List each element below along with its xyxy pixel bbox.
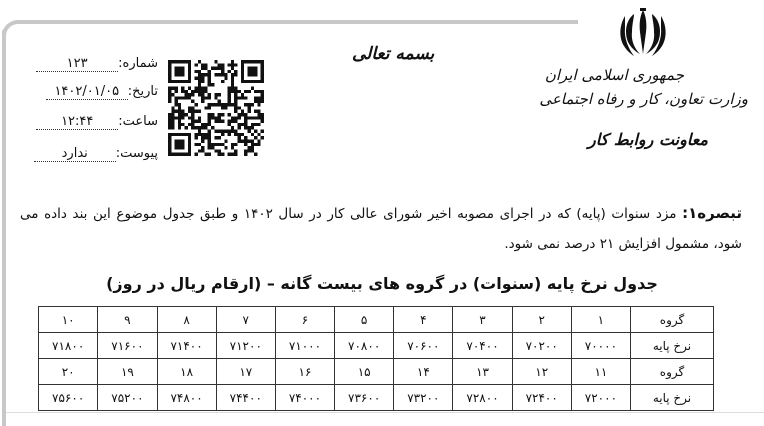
note-label: تبصره۱: <box>682 204 742 222</box>
rate-cell: ۷۲۴۰۰ <box>512 385 571 411</box>
group-header-cell: گروه <box>631 359 714 385</box>
rate-cell: ۷۵۲۰۰ <box>98 385 157 411</box>
note-paragraph <box>20 198 742 259</box>
meta-date-label: تاریخ: <box>127 84 158 99</box>
group-cell: ۵ <box>335 307 394 333</box>
group-cell: ۱۹ <box>98 359 157 385</box>
group-cell: ۴ <box>394 307 453 333</box>
frame-top-line <box>18 20 578 24</box>
table-row-rates-1 <box>39 333 714 359</box>
group-cell: ۳ <box>453 307 512 333</box>
bismillah-heading: بسمه تعالی <box>352 44 435 64</box>
meta-number-row <box>36 56 158 72</box>
rate-cell: ۷۱۶۰۰ <box>98 333 157 359</box>
table-row-groups-2 <box>39 359 714 385</box>
national-emblem-icon <box>618 6 668 58</box>
group-cell: ۱۴ <box>394 359 453 385</box>
rate-cell: ۷۴۴۰۰ <box>216 385 275 411</box>
meta-number-label: شماره: <box>118 56 158 71</box>
rate-cell: ۷۰۴۰۰ <box>453 333 512 359</box>
group-cell: ۸ <box>157 307 216 333</box>
meta-time-row <box>36 114 158 130</box>
table-title: جدول نرخ پایه (سنوات) در گروه های بیست گانه – (ارقام ریال در روز) <box>106 274 658 293</box>
group-cell: ۱ <box>571 307 630 333</box>
qr-code <box>168 60 264 156</box>
table-row-groups-1 <box>39 307 714 333</box>
group-cell: ۱۳ <box>453 359 512 385</box>
rate-cell: ۷۵۶۰۰ <box>39 385 98 411</box>
rate-cell: ۷۰۸۰۰ <box>335 333 394 359</box>
bottom-divider <box>6 412 764 413</box>
group-cell: ۲ <box>512 307 571 333</box>
group-cell: ۱۰ <box>39 307 98 333</box>
base-rate-table <box>38 306 714 411</box>
group-cell: ۱۱ <box>571 359 630 385</box>
org-line-ministry: وزارت تعاون، کار و رفاه اجتماعی <box>539 90 748 108</box>
rate-cell: ۷۰۲۰۰ <box>512 333 571 359</box>
table-row-rates-2 <box>39 385 714 411</box>
rate-cell: ۷۳۶۰۰ <box>335 385 394 411</box>
rate-cell: ۷۳۲۰۰ <box>394 385 453 411</box>
group-cell: ۱۸ <box>157 359 216 385</box>
group-cell: ۷ <box>216 307 275 333</box>
group-cell: ۱۶ <box>275 359 334 385</box>
rate-cell: ۷۴۸۰۰ <box>157 385 216 411</box>
meta-date-value: ۱۴۰۲/۰۱/۰۵ <box>46 84 128 100</box>
rate-cell: ۷۲۰۰۰ <box>571 385 630 411</box>
note-text: مزد سنوات (پایه) که در اجرای مصوبه اخیر شورای عالی کار در سال ۱۴۰۲ و طبق جدول موضوع این بند داده می شود، مشمول افزایش ۲۱ درصد نمی شود. <box>20 206 742 252</box>
meta-time-label: ساعت: <box>118 114 158 129</box>
group-header-cell: گروه <box>631 307 714 333</box>
rate-cell: ۷۴۰۰۰ <box>275 385 334 411</box>
meta-attachment-value: ندارد <box>34 146 116 162</box>
group-cell: ۱۷ <box>216 359 275 385</box>
meta-date-row <box>46 84 158 100</box>
rate-cell: ۷۱۰۰۰ <box>275 333 334 359</box>
frame-left-line <box>2 28 6 426</box>
meta-attachment-row <box>34 146 158 162</box>
meta-time-value: ۱۲:۴۴ <box>36 114 118 130</box>
rate-cell: ۷۱۲۰۰ <box>216 333 275 359</box>
group-cell: ۹ <box>98 307 157 333</box>
rate-cell: ۷۰۶۰۰ <box>394 333 453 359</box>
rate-header-cell: نرخ پایه <box>631 333 714 359</box>
org-line-deputy: معاونت روابط کار <box>588 130 708 149</box>
meta-attachment-label: پیوست: <box>115 146 158 161</box>
rate-header-cell: نرخ پایه <box>631 385 714 411</box>
org-line-republic: جمهوری اسلامی ایران <box>544 66 684 84</box>
meta-number-value: ۱۲۳ <box>36 56 118 72</box>
rate-cell: ۷۱۴۰۰ <box>157 333 216 359</box>
group-cell: ۲۰ <box>39 359 98 385</box>
group-cell: ۱۵ <box>335 359 394 385</box>
rate-cell: ۷۱۸۰۰ <box>39 333 98 359</box>
group-cell: ۱۲ <box>512 359 571 385</box>
group-cell: ۶ <box>275 307 334 333</box>
rate-cell: ۷۲۸۰۰ <box>453 385 512 411</box>
rate-cell: ۷۰۰۰۰ <box>571 333 630 359</box>
